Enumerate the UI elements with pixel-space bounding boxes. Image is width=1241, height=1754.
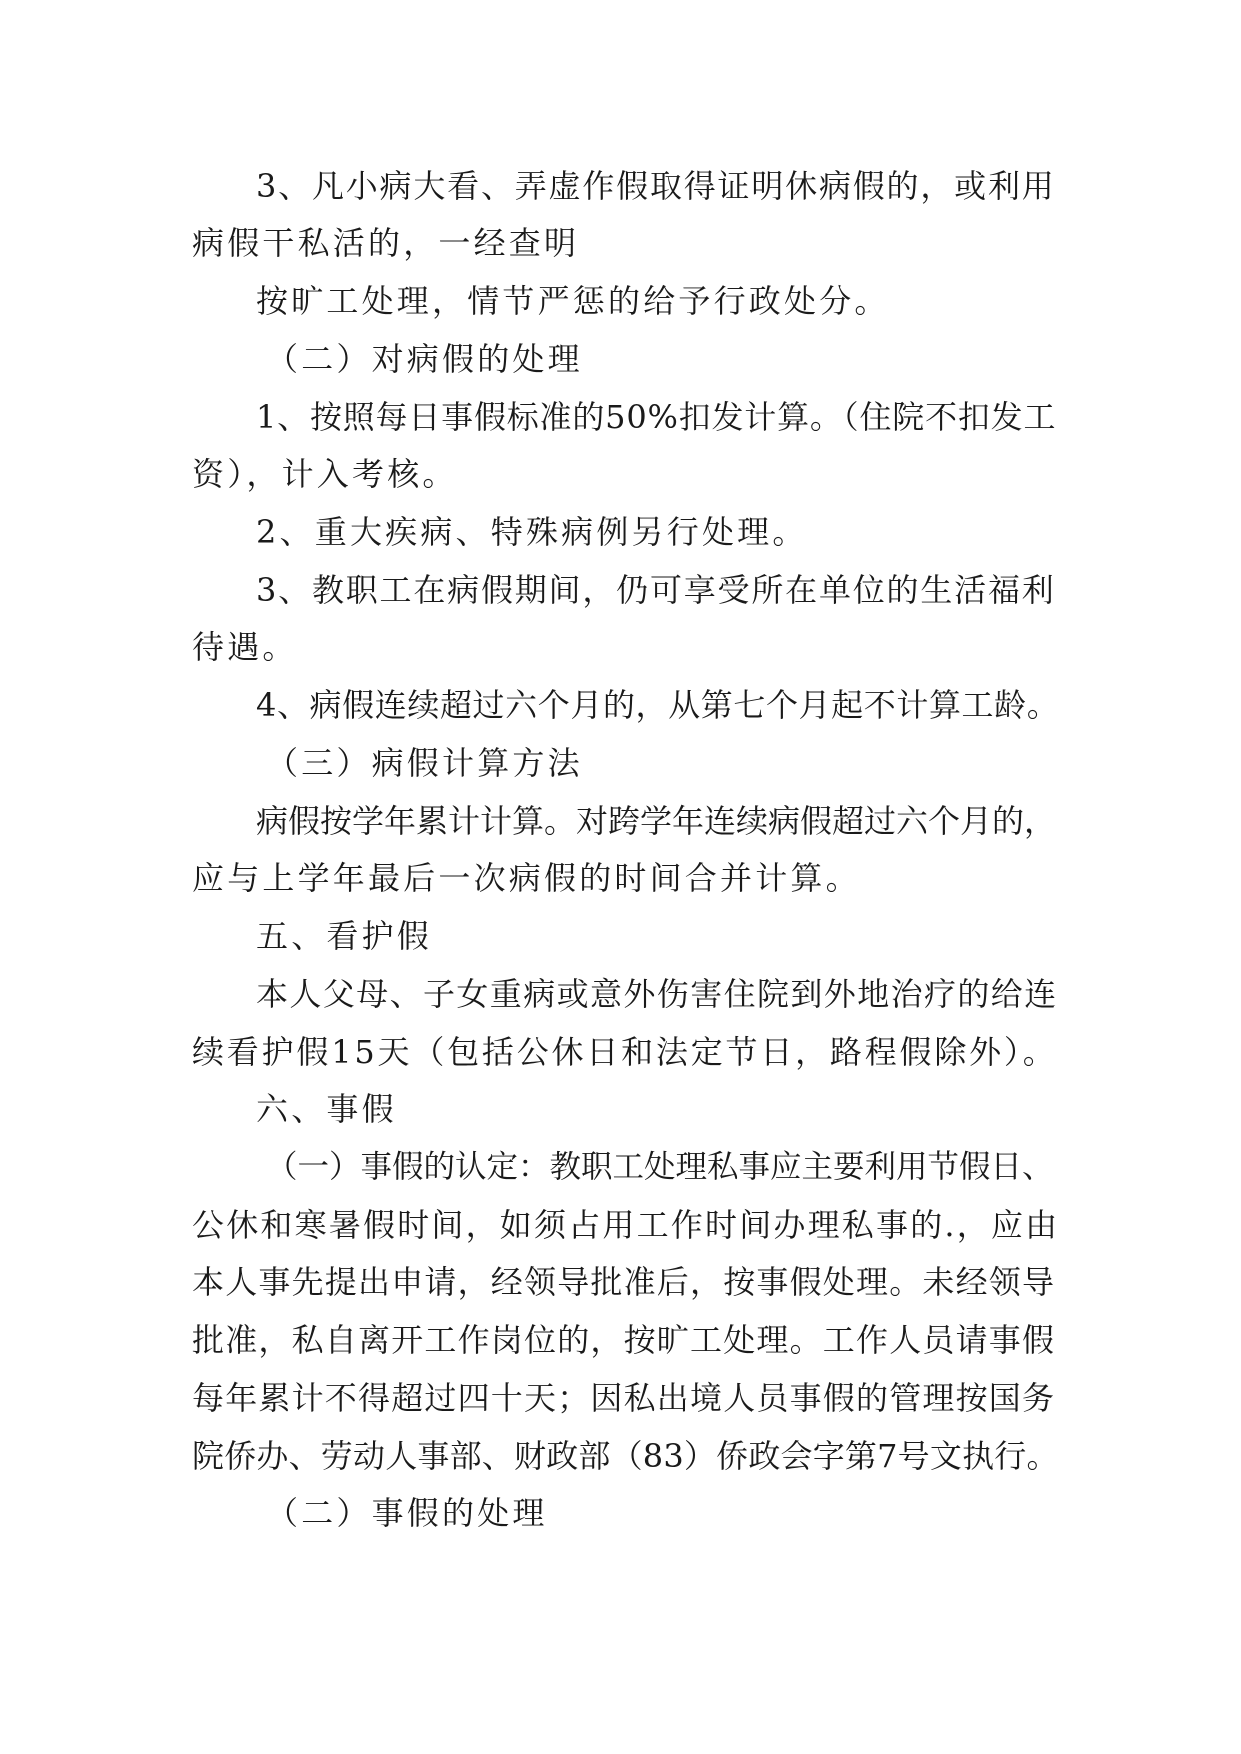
paragraph-line: 本人事先提出申请，经领导批准后，按事假处理。未经领导 [192, 1263, 1056, 1301]
section-heading: 六、事假 [256, 1090, 397, 1128]
paragraph-line: 应与上学年最后一次病假的时间合并计算。 [192, 859, 861, 897]
paragraph-line: 1、按照每日事假标准的50%扣发计算。（住院不扣发工 [256, 398, 1057, 436]
section-heading: （二）对病假的处理 [266, 340, 583, 378]
paragraph-line: （一）事假的认定：教职工处理私事应主要利用节假日、 [266, 1149, 1054, 1185]
paragraph-line: 病假按学年累计计算。对跨学年连续病假超过六个月的， [256, 802, 1057, 840]
paragraph-line: 批准，私自离开工作岗位的，按旷工处理。工作人员请事假 [192, 1321, 1056, 1359]
paragraph-line: 资），计入考核。 [192, 455, 458, 493]
paragraph-line: 2、重大疾病、特殊病例另行处理。 [256, 513, 808, 551]
paragraph-line: 续看护假15天（包括公休日和法定节日，路程假除外）。 [192, 1033, 1058, 1071]
paragraph-line: 按旷工处理，情节严惩的给予行政处分。 [256, 282, 890, 320]
paragraph-line: 待遇。 [192, 628, 298, 666]
paragraph-line: 4、病假连续超过六个月的，从第七个月起不计算工龄。 [256, 686, 1060, 724]
paragraph-line: 3、教职工在病假期间，仍可享受所在单位的生活福利 [256, 571, 1056, 609]
paragraph-line: 3、凡小病大看、弄虚作假取得证明休病假的，或利用 [256, 167, 1056, 205]
section-heading: （三）病假计算方法 [266, 744, 583, 782]
paragraph-line: 本人父母、子女重病或意外伤害住院到外地治疗的给连 [256, 975, 1058, 1013]
section-heading: 五、看护假 [256, 917, 433, 955]
paragraph-line: 院侨办、劳动人事部、财政部（83）侨政会字第7号文执行。 [192, 1437, 1059, 1475]
paragraph-line: 每年累计不得超过四十天；因私出境人员事假的管理按国务 [192, 1379, 1056, 1417]
paragraph-line: 公休和寒暑假时间，如须占用工作时间办理私事的.，应由 [192, 1206, 1060, 1244]
section-heading: （二）事假的处理 [266, 1494, 548, 1532]
paragraph-line: 病假干私活的，一经查明 [192, 224, 580, 262]
